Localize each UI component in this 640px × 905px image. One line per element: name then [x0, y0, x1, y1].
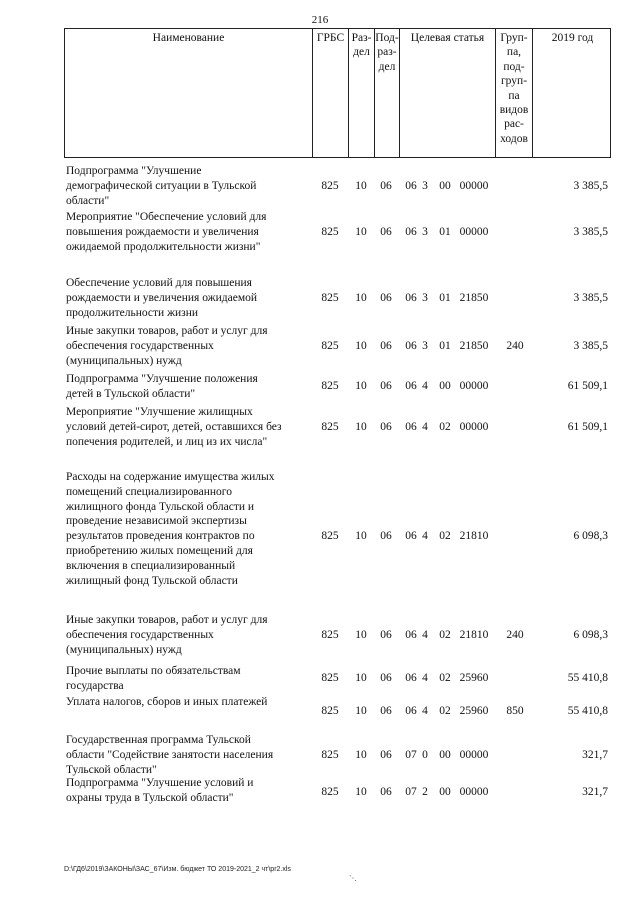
grbs-code: 825 — [321, 225, 339, 238]
scan-speck: `·. — [349, 874, 357, 883]
target-direction-code: 21810 — [459, 530, 489, 543]
target-program-code: 07 — [405, 785, 417, 798]
row-name — [66, 695, 311, 710]
row-name-line: Обеспечение условий для повышения — [66, 277, 252, 289]
row-name-line: Подпрограмма "Улучшение условий и — [66, 777, 254, 789]
target-group-code: 00 — [439, 179, 451, 192]
podrazdel-code: 06 — [380, 420, 392, 433]
target-group-code: 00 — [439, 380, 451, 393]
grbs-code: 825 — [321, 530, 339, 543]
row-name — [66, 324, 311, 368]
row-name-line: Расходы на содержание имущества жилых — [66, 471, 275, 483]
podrazdel-code: 06 — [380, 672, 392, 685]
target-program-code: 06 — [405, 380, 417, 393]
header-podrazdel-line: раз- — [377, 46, 397, 59]
target-subprogram-code: 2 — [422, 785, 428, 798]
target-group-code: 00 — [439, 748, 451, 761]
target-direction-code: 00000 — [459, 420, 489, 433]
target-program-code: 06 — [405, 225, 417, 238]
header-razdel-line: дел — [353, 46, 370, 59]
target-direction-code: 25960 — [459, 704, 489, 717]
header-podrazdel-line: дел — [378, 60, 396, 73]
target-group-code: 02 — [439, 704, 451, 717]
row-name-line: Уплата налогов, сборов и иных платежей — [66, 696, 268, 708]
header-vid — [496, 29, 533, 157]
grbs-code: 825 — [321, 704, 339, 717]
target-subprogram-code: 4 — [422, 530, 428, 543]
amount-2019: 6 098,3 — [573, 628, 608, 641]
razdel-code: 10 — [355, 748, 367, 761]
row-name-line: (муниципальных) нужд — [66, 643, 182, 656]
header-vid-line: Груп- — [500, 32, 528, 44]
row-name — [66, 276, 311, 320]
row-name — [66, 776, 311, 806]
target-direction-code: 21810 — [459, 628, 489, 641]
expense-type-code: 240 — [506, 628, 524, 641]
razdel-code: 10 — [355, 291, 367, 304]
header-year-label: 2019 год — [551, 32, 594, 44]
header-target-label: Целевая статья — [410, 32, 485, 44]
amount-2019: 321,7 — [582, 748, 608, 761]
razdel-code: 10 — [355, 530, 367, 543]
target-direction-code: 00000 — [459, 380, 489, 393]
row-name-line: Подпрограмма "Улучшение — [66, 165, 202, 177]
target-group-code: 01 — [439, 291, 451, 304]
razdel-code: 10 — [355, 704, 367, 717]
podrazdel-code: 06 — [380, 179, 392, 192]
header-razdel — [349, 29, 375, 157]
file-path-footer: D:\ГД6\2019\ЗАКОНЫ\ЗАС_67\Изм. бюджет ТО 2019-2021_2 чт\pr2.xls — [64, 866, 291, 873]
expense-type-code: 850 — [506, 704, 524, 717]
row-name-line: области" — [66, 194, 110, 207]
row-name-line: области "Содействие занятости населения — [66, 748, 274, 761]
row-name — [66, 664, 311, 694]
target-subprogram-code: 4 — [422, 628, 428, 641]
row-name — [66, 210, 311, 254]
header-grbs — [313, 29, 349, 157]
row-name-line: Мероприятие "Обеспечение условий для — [66, 211, 267, 223]
target-subprogram-code: 0 — [422, 748, 428, 761]
target-program-code: 06 — [405, 628, 417, 641]
row-name — [66, 405, 311, 449]
target-direction-code: 00000 — [459, 785, 489, 798]
target-program-code: 06 — [405, 179, 417, 192]
row-name-line: Мероприятие "Улучшение жилищных — [66, 406, 253, 418]
amount-2019: 3 385,5 — [573, 291, 608, 304]
razdel-code: 10 — [355, 785, 367, 798]
row-name-line: ожидаемой продолжительности жизни" — [66, 240, 261, 253]
target-direction-code: 21850 — [459, 291, 489, 304]
row-name — [66, 372, 311, 402]
row-name-line: демографической ситуации в Тульской — [66, 179, 257, 192]
grbs-code: 825 — [321, 748, 339, 761]
table-header — [64, 28, 611, 158]
header-year — [533, 29, 612, 157]
row-name — [66, 164, 311, 208]
header-grbs-label: ГРБС — [316, 32, 345, 44]
header-vid-line: ходов — [500, 132, 528, 145]
header-name — [65, 29, 313, 157]
row-name — [66, 613, 311, 657]
row-name-line: результатов проведения контрактов по — [66, 530, 255, 543]
target-direction-code: 00000 — [459, 748, 489, 761]
grbs-code: 825 — [321, 179, 339, 192]
podrazdel-code: 06 — [380, 291, 392, 304]
target-direction-code: 25960 — [459, 672, 489, 685]
target-subprogram-code: 4 — [422, 420, 428, 433]
razdel-code: 10 — [355, 380, 367, 393]
grbs-code: 825 — [321, 380, 339, 393]
row-name-line: проведение независимой экспертизы — [66, 515, 247, 528]
row-name-line: Государственная программа Тульской — [66, 734, 251, 746]
amount-2019: 55 410,8 — [567, 704, 608, 717]
amount-2019: 321,7 — [582, 785, 608, 798]
row-name-line: помещений специализированного — [66, 485, 232, 498]
podrazdel-code: 06 — [380, 530, 392, 543]
target-group-code: 02 — [439, 420, 451, 433]
row-name-line: Подпрограмма "Улучшение положения — [66, 373, 258, 385]
target-subprogram-code: 4 — [422, 672, 428, 685]
row-name-line: приобретению жилых помещений для — [66, 544, 253, 557]
podrazdel-code: 06 — [380, 748, 392, 761]
header-name-label: Наименование — [152, 32, 225, 44]
row-name-line: Тульской области" — [66, 763, 157, 776]
razdel-code: 10 — [355, 339, 367, 352]
target-direction-code: 00000 — [459, 225, 489, 238]
row-name-line: государства — [66, 679, 124, 692]
header-target — [400, 29, 496, 157]
row-name-line: попечения родителей, и лиц из их числа" — [66, 435, 268, 448]
target-subprogram-code: 3 — [422, 179, 428, 192]
header-vid-line: под- — [503, 60, 525, 73]
row-name-line: (муниципальных) нужд — [66, 354, 182, 367]
target-group-code: 02 — [439, 628, 451, 641]
row-name-line: обеспечения государственных — [66, 628, 214, 641]
row-name-line: жилищного фонда Тульской области и — [66, 500, 255, 513]
grbs-code: 825 — [321, 785, 339, 798]
target-subprogram-code: 4 — [422, 380, 428, 393]
amount-2019: 3 385,5 — [573, 225, 608, 238]
podrazdel-code: 06 — [380, 380, 392, 393]
amount-2019: 55 410,8 — [567, 672, 608, 685]
target-subprogram-code: 3 — [422, 291, 428, 304]
target-program-code: 06 — [405, 672, 417, 685]
target-group-code: 01 — [439, 339, 451, 352]
row-name — [66, 733, 311, 777]
target-group-code: 01 — [439, 225, 451, 238]
target-direction-code: 21850 — [459, 339, 489, 352]
amount-2019: 61 509,1 — [567, 420, 608, 433]
podrazdel-code: 06 — [380, 628, 392, 641]
page-number: 216 — [311, 14, 329, 26]
row-name-line: условий детей-сирот, детей, оставшихся без — [66, 420, 282, 433]
razdel-code: 10 — [355, 225, 367, 238]
podrazdel-code: 06 — [380, 339, 392, 352]
row-name-line: Прочие выплаты по обязательствам — [66, 665, 241, 677]
target-program-code: 06 — [405, 339, 417, 352]
amount-2019: 61 509,1 — [567, 380, 608, 393]
row-name-line: жилищный фонд Тульской области — [66, 574, 238, 587]
header-vid-line: рас- — [504, 118, 524, 131]
target-program-code: 06 — [405, 291, 417, 304]
target-subprogram-code: 3 — [422, 225, 428, 238]
target-direction-code: 00000 — [459, 179, 489, 192]
razdel-code: 10 — [355, 420, 367, 433]
header-vid-line: груп- — [500, 75, 528, 88]
grbs-code: 825 — [321, 672, 339, 685]
row-name-line: детей в Тульской области" — [66, 387, 196, 400]
amount-2019: 3 385,5 — [573, 339, 608, 352]
amount-2019: 6 098,3 — [573, 530, 608, 543]
razdel-code: 10 — [355, 179, 367, 192]
grbs-code: 825 — [321, 339, 339, 352]
razdel-code: 10 — [355, 672, 367, 685]
header-razdel-line: Раз- — [351, 32, 372, 44]
row-name-line: продолжительности жизни — [66, 306, 199, 319]
header-vid-line: па — [508, 89, 520, 102]
grbs-code: 825 — [321, 291, 339, 304]
razdel-code: 10 — [355, 628, 367, 641]
amount-2019: 3 385,5 — [573, 179, 608, 192]
row-name — [66, 470, 311, 588]
row-name-line: Иные закупки товаров, работ и услуг для — [66, 614, 268, 626]
row-name-line: включения в специализированный — [66, 559, 236, 572]
target-program-code: 06 — [405, 420, 417, 433]
row-name-line: Иные закупки товаров, работ и услуг для — [66, 325, 268, 337]
row-name-line: рождаемости и увеличения ожидаемой — [66, 291, 257, 304]
podrazdel-code: 06 — [380, 704, 392, 717]
grbs-code: 825 — [321, 420, 339, 433]
row-name-line: охраны труда в Тульской области" — [66, 791, 234, 804]
target-program-code: 06 — [405, 530, 417, 543]
podrazdel-code: 06 — [380, 785, 392, 798]
target-group-code: 02 — [439, 672, 451, 685]
header-vid-line: видов — [499, 104, 529, 117]
target-program-code: 07 — [405, 748, 417, 761]
header-podrazdel — [375, 29, 400, 157]
target-group-code: 00 — [439, 785, 451, 798]
row-name-line: обеспечения государственных — [66, 339, 214, 352]
target-subprogram-code: 3 — [422, 339, 428, 352]
expense-type-code: 240 — [506, 339, 524, 352]
target-group-code: 02 — [439, 530, 451, 543]
header-vid-line: па, — [506, 46, 522, 59]
target-subprogram-code: 4 — [422, 704, 428, 717]
grbs-code: 825 — [321, 628, 339, 641]
target-program-code: 06 — [405, 704, 417, 717]
header-podrazdel-line: Под- — [375, 32, 399, 44]
podrazdel-code: 06 — [380, 225, 392, 238]
row-name-line: повышения рождаемости и увеличения — [66, 225, 259, 238]
